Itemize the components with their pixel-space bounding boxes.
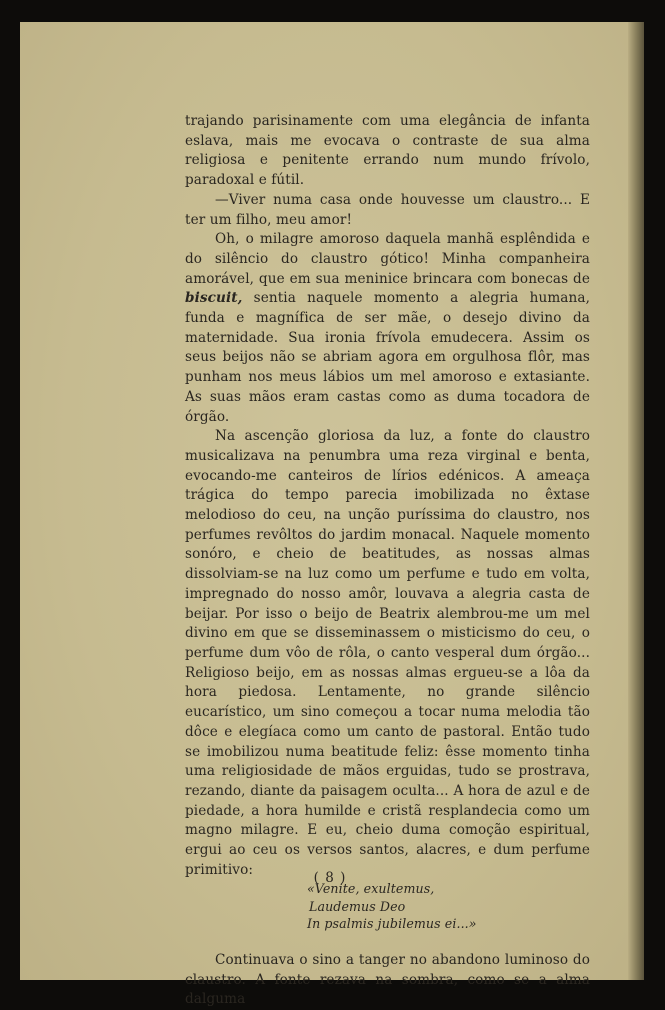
paragraph-1: trajando parisinamente com uma elegância de infanta eslava, mais me evocava o contraste de sua alma religiosa e penitente errando num mundo frívolo, paradoxal e fútil. xyxy=(185,113,590,189)
page-number: ( 8 ) xyxy=(313,870,347,886)
book-spine-edge xyxy=(628,22,644,980)
paragraph-3-text-a: Oh, o milagre amoroso daquela manhã esplêndida e do silêncio do claustro gótico! Minha companheira amorável, que em sua meninice brincara com bonecas de xyxy=(185,231,590,287)
paragraph-2: —Viver numa casa onde houvesse um claustro... E ter um filho, meu amor! xyxy=(185,191,590,228)
verse-line-3: In psalmis jubilemus ei...» xyxy=(307,916,477,932)
paragraph-3-text-b: sentia naquele momento a alegria humana, funda e magnífica de ser mãe, o desejo divino da maternidade. Sua ironia frívola emudecera. Assim os seus beijos não se abriam agora em orgulhosa flôr, mas punham nos meus lábios um mel amoroso e extasiante. As suas mãos eram castas como as duma tocadora de órgão. xyxy=(185,290,590,425)
paragraph-4: Na ascenção gloriosa da luz, a fonte do claustro musicalizava na penumbra uma reza virginal e benta, evocando-me canteiros de lírios edénicos. A ameaça trágica do tempo parecia imobilizada no êxtase melodioso do ceu, na unção puríssima do claustro, nos perfumes revôltos do jardim monacal. Naquele momento sonóro, e cheio de beatitudes, as nossas almas dissolviam-se na luz como um perfume e tudo em volta, impregnado do nosso amôr, louvava a alegria casta de beijar. Por isso o beijo de Beatrix alembrou-me um mel divino em que se disseminassem o misticismo do ceu, o perfume dum vôo de rôla, o canto vesperal dum órgão... Religioso beijo, em as nossas almas ergueu-se a lôa da hora piedosa. Lentamente, no grande silêncio eucarístico, um sino começou a tocar numa melodia tão dôce e elegíaca como um canto de pastoral. Então tudo se imobilizou numa beatitude feliz: êsse momento tinha uma religiosidade de mãos erguidas, tudo se prostrava, rezando, diante da paisagem oculta... A hora de azul e de piedade, a hora humilde e cristã resplandecia como um magno milagre. E eu, cheio duma comoção espiritual, ergui ao ceu os versos santos, alacres, e dum perfume primitivo: xyxy=(185,428,590,878)
paragraph-3-italic-word: biscuit, xyxy=(185,290,243,307)
closing-paragraph: Continuava o sino a tanger no abandono luminoso do claustro. A fonte rezava na sombra, como se a alma dalguma xyxy=(185,951,590,1008)
verse-line-2: Laudemus Deo xyxy=(309,898,406,914)
verse-line-1: «Venite, exultemus, xyxy=(307,881,435,897)
latin-verse xyxy=(307,880,590,933)
book-page xyxy=(20,22,640,1008)
paragraph-3 xyxy=(185,230,590,427)
